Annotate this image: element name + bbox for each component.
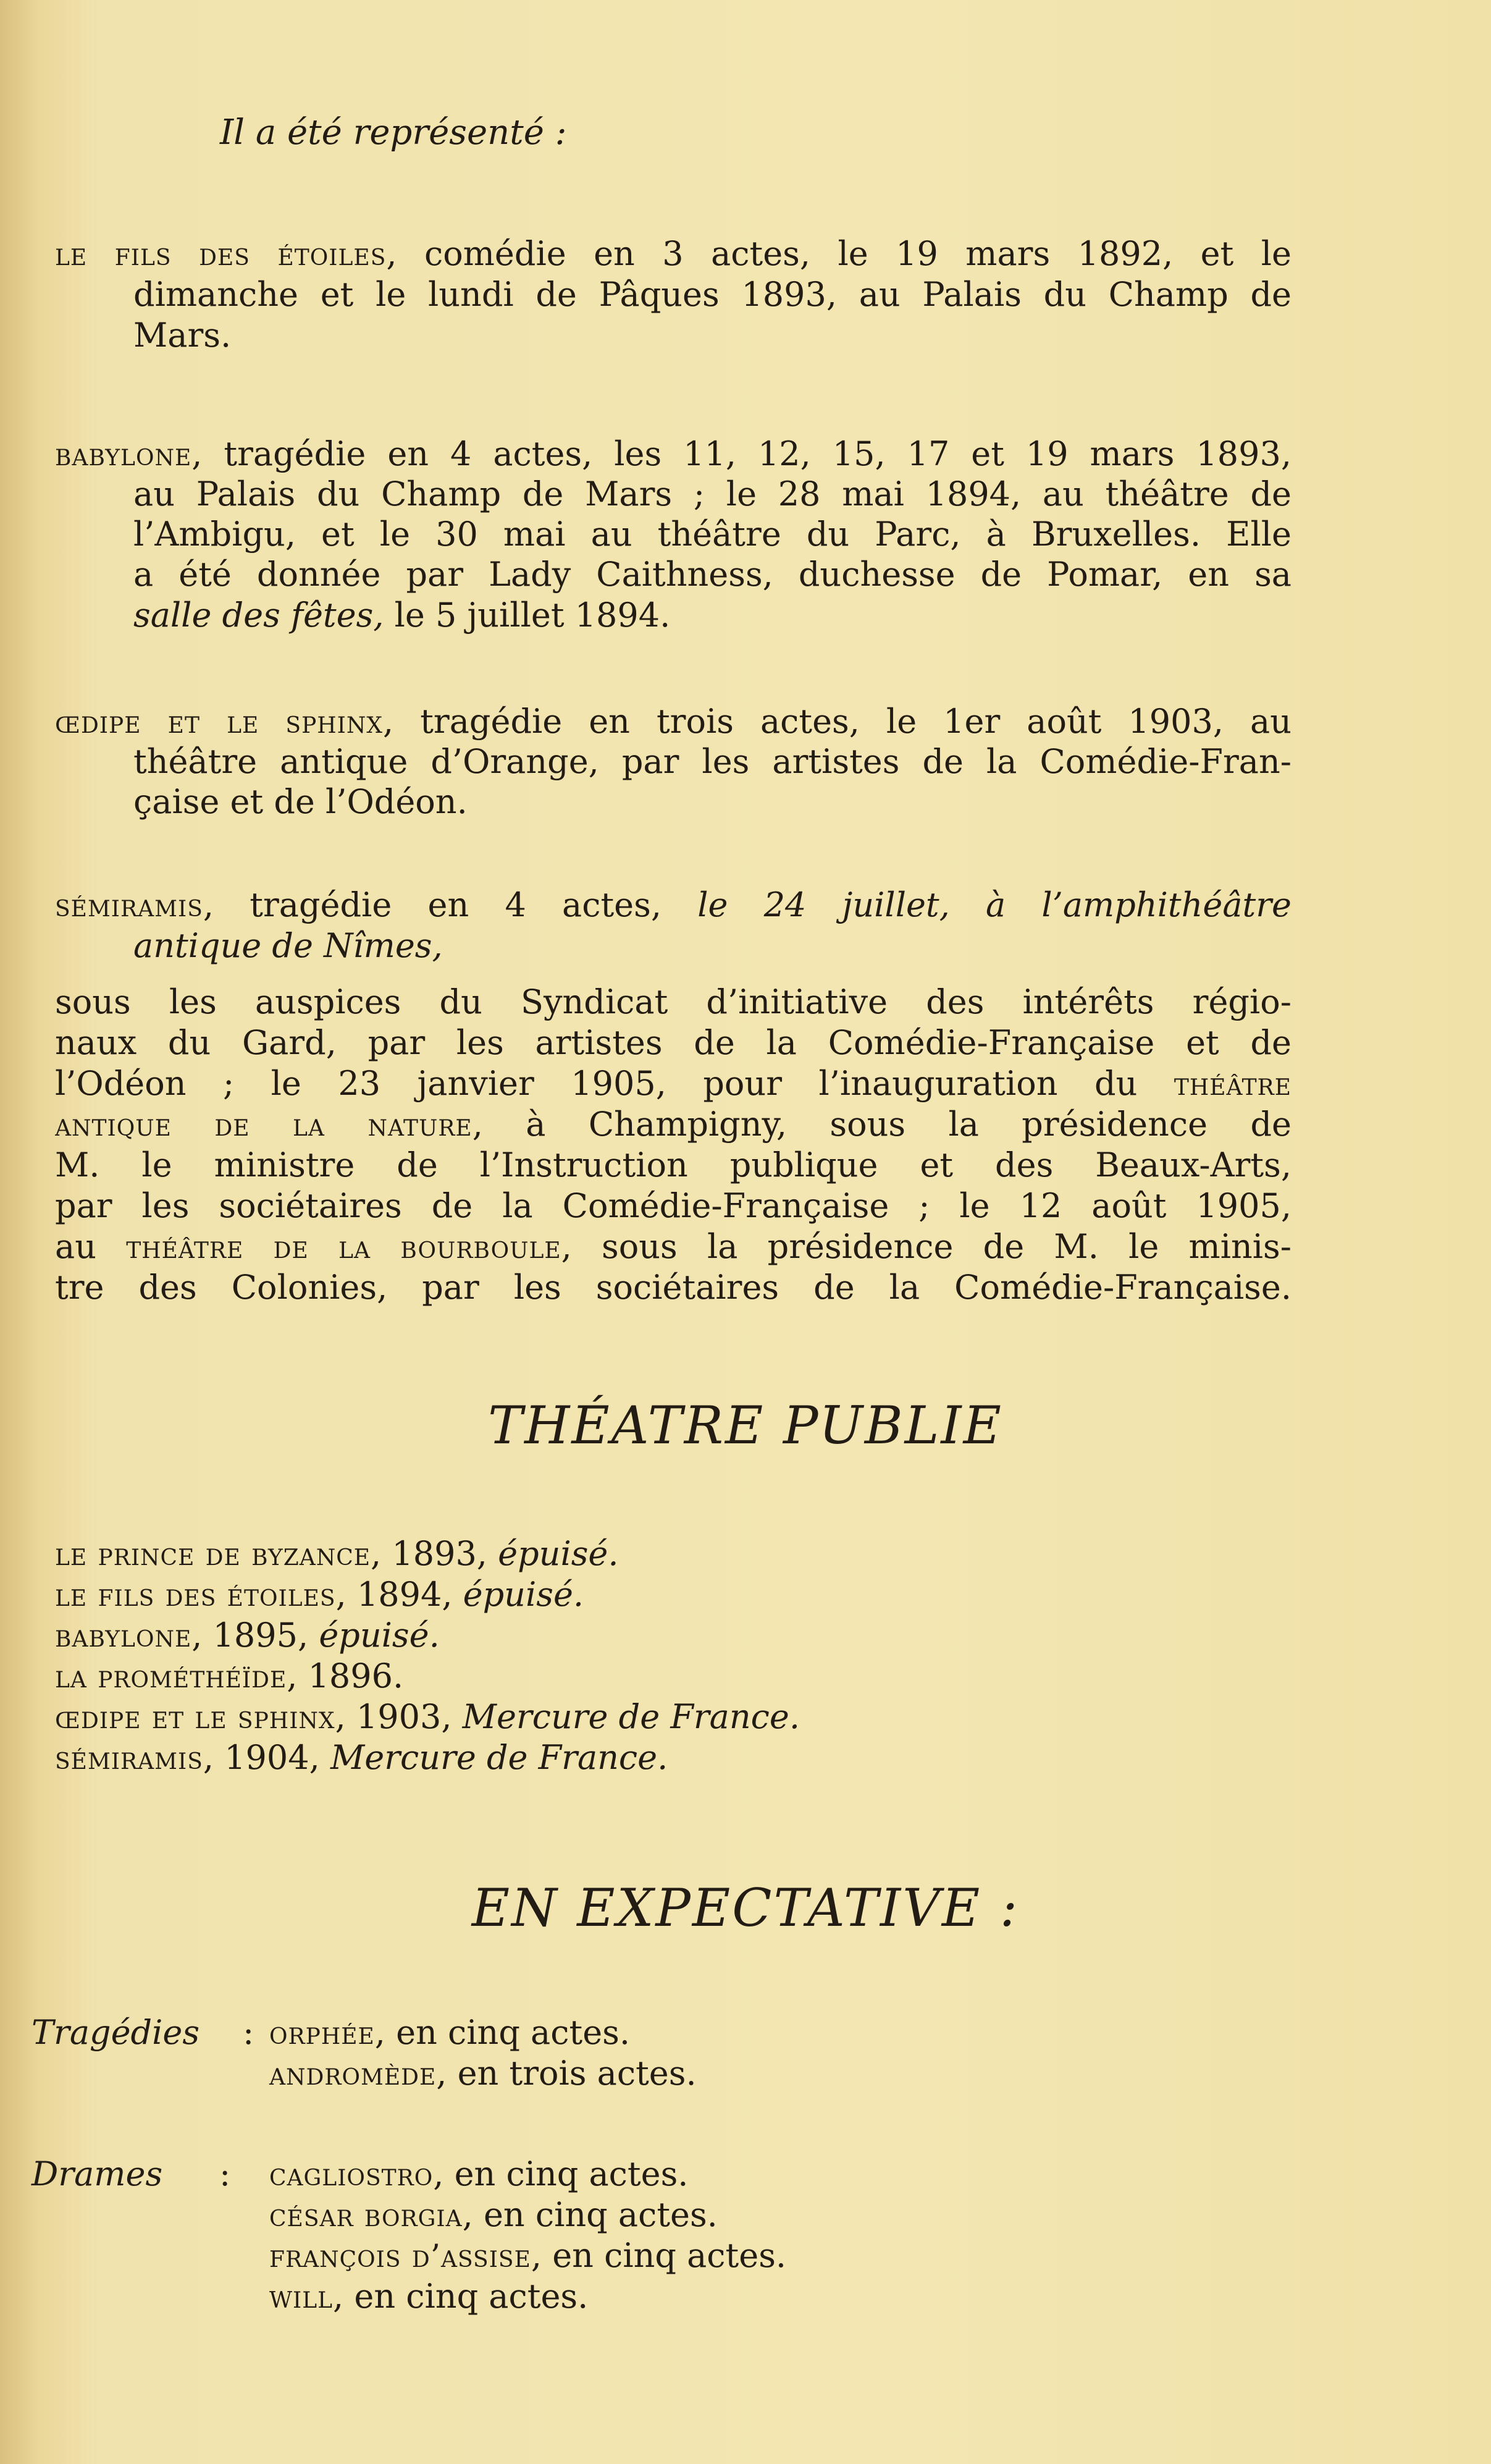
text-line [55, 1615, 440, 1656]
text-segment: M. le ministre de l’Instruction publique et des Beaux-Arts, [55, 1146, 1292, 1184]
work-title: théâtre [1174, 1066, 1292, 1103]
text-line [55, 234, 1292, 274]
text-segment: , 1893, [371, 1534, 498, 1573]
work-title: œdipe et le sphinx [55, 704, 384, 741]
text-segment: , en cinq actes. [333, 2277, 589, 2316]
text-line [55, 1737, 668, 1778]
text-segment: , 1904, [203, 1738, 330, 1777]
text-line [55, 701, 1292, 742]
text-line [55, 1063, 1292, 1104]
italic-text: Drames [32, 2154, 163, 2193]
text-line [55, 1656, 403, 1697]
text-line [219, 2154, 230, 2195]
text-line [133, 554, 1292, 595]
section-heading-expectative: EN EXPECTATIVE : [471, 1878, 1020, 1938]
text-segment: , 1894, [335, 1575, 463, 1614]
work-title: sémiramis [55, 887, 203, 924]
work-title: orphée [269, 2015, 375, 2052]
italic-text: épuisé. [463, 1575, 584, 1614]
text-segment: Mars. [133, 316, 232, 355]
text-segment: çaise et de l’Odéon. [133, 782, 468, 821]
text-segment: , tragédie en 4 actes, [203, 885, 698, 924]
text-line [133, 474, 1292, 515]
text-segment: , à Champigny, sous la présidence de [472, 1105, 1292, 1144]
text-segment: , en cinq actes. [374, 2013, 631, 2052]
work-title: césar borgia [269, 2197, 463, 2234]
text-segment: , en cinq actes. [462, 2195, 718, 2234]
text-line [133, 926, 443, 966]
text-line [133, 514, 1292, 555]
text-segment: au Palais du Champ de Mars ; le 28 mai 1894, au théâtre de [133, 475, 1292, 513]
text-segment: dimanche et le lundi de Pâques 1893, au Palais du Champ de [133, 275, 1292, 314]
text-line [55, 982, 1292, 1023]
text-segment: au [55, 1227, 127, 1266]
work-title: œdipe et le sphinx [55, 1699, 335, 1736]
italic-text: Mercure de France. [462, 1697, 800, 1736]
work-title: babylone [55, 1618, 192, 1655]
text-segment: , sous la présidence de M. le minis- [561, 1227, 1292, 1266]
text-line [55, 1574, 584, 1615]
text-line [269, 2235, 786, 2276]
text-segment: l’Ambigu, et le 30 mai au théâtre du Parc, à Bruxelles. Elle [133, 515, 1292, 554]
work-title: théâtre de la bourboule [126, 1229, 561, 1266]
text-line [55, 1697, 800, 1737]
text-line [133, 782, 468, 822]
text-line [269, 2276, 588, 2317]
text-segment: par les sociétaires de la Comédie-Française ; le 12 août 1905, [55, 1186, 1292, 1225]
text-segment: , 1895, [191, 1616, 319, 1655]
work-title: antique de la nature [55, 1107, 472, 1144]
text-line [55, 1186, 1292, 1226]
text-segment: a été donnée par Lady Caithness, duchesse de Pomar, en sa [133, 555, 1292, 594]
text-segment: , tragédie en 4 actes, les 11, 12, 15, 17 et 19 mars 1893, [191, 434, 1292, 473]
text-line [55, 434, 1292, 475]
text-segment: le 5 juillet 1894. [384, 596, 671, 635]
text-segment: tre des Colonies, par les sociétaires de la Comédie-Française. [55, 1268, 1292, 1307]
text-segment: , comédie en 3 actes, le 19 mars 1892, et le [386, 234, 1292, 273]
text-segment: : [243, 2013, 254, 2052]
work-title: will [269, 2279, 334, 2316]
text-line [55, 1534, 619, 1574]
work-title: babylone [55, 436, 192, 473]
section-heading-published: THÉATRE PUBLIE [488, 1395, 1003, 1456]
text-line [133, 595, 670, 636]
italic-text: le 24 juillet, à l’amphithéâtre [697, 885, 1292, 924]
text-line [269, 2053, 697, 2094]
italic-text: épuisé. [498, 1534, 619, 1573]
text-line [133, 315, 231, 356]
italic-text: Mercure de France. [330, 1738, 668, 1777]
text-line [32, 2154, 162, 2195]
text-segment: sous les auspices du Syndicat d’initiative des intérêts régio- [55, 982, 1292, 1021]
work-title: le fils des étoiles [55, 1577, 336, 1614]
italic-text: épuisé. [319, 1616, 440, 1655]
text-segment: , en cinq actes. [531, 2236, 787, 2275]
italic-text: salle des fêtes, [133, 596, 384, 635]
italic-text: Tragédies [32, 2013, 200, 2052]
text-segment: naux du Gard, par les artistes de la Comédie-Française et de [55, 1023, 1292, 1062]
text-segment: , 1903, [335, 1697, 463, 1736]
text-segment: , 1896. [287, 1656, 404, 1695]
work-title: cagliostro [269, 2156, 434, 2193]
text-line [243, 2012, 254, 2053]
work-title: françois d’assise [269, 2238, 531, 2275]
text-segment: , en cinq actes. [433, 2154, 689, 2193]
text-line [55, 1226, 1292, 1267]
text-line [55, 885, 1292, 926]
work-title: le prince de byzance [55, 1536, 371, 1573]
text-line [55, 1267, 1292, 1308]
text-segment: : [219, 2154, 231, 2193]
intro-heading: Il a été représenté : [220, 112, 567, 153]
work-title: le fils des étoiles [55, 236, 387, 273]
text-segment: théâtre antique d’Orange, par les artistes de la Comédie-Fran- [133, 742, 1292, 781]
work-title: la prométhéïde [55, 1658, 287, 1695]
text-segment: , tragédie en trois actes, le 1er août 1903, au [383, 702, 1292, 741]
text-line [55, 1023, 1292, 1063]
text-segment: , en trois actes. [436, 2054, 697, 2093]
text-line [133, 741, 1292, 782]
work-title: sémiramis [55, 1740, 203, 1777]
work-title: andromède [269, 2056, 437, 2093]
text-line [32, 2012, 200, 2053]
text-segment: l’Odéon ; le 23 janvier 1905, pour l’inauguration du [55, 1064, 1174, 1103]
text-line [269, 2154, 688, 2195]
text-line [133, 274, 1292, 315]
text-line [269, 2012, 630, 2053]
text-line [269, 2195, 718, 2235]
text-line [55, 1145, 1292, 1186]
italic-text: antique de Nîmes, [133, 926, 443, 965]
text-line [55, 1104, 1292, 1145]
